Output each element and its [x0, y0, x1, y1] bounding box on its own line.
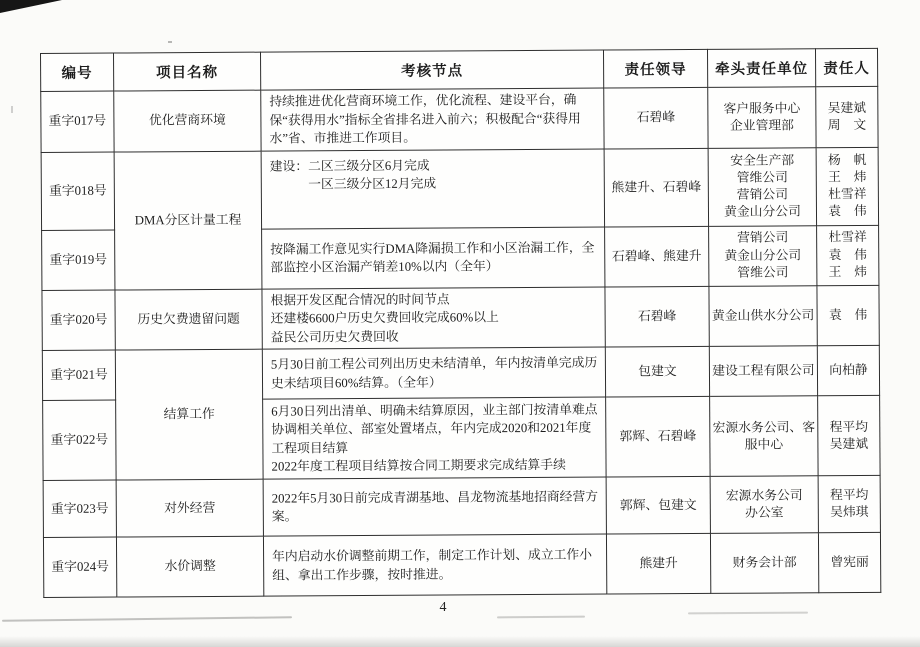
unit-cell: 财务会计部 — [710, 533, 818, 594]
row-id-cell: 重字017号 — [41, 91, 114, 152]
scan-artifact-speck — [168, 41, 172, 43]
unit-cell: 宏源水务公司 办公室 — [710, 476, 818, 534]
scan-artifact-streak — [688, 612, 808, 614]
table-row — [43, 476, 880, 538]
scan-artifact-corner — [0, 0, 62, 13]
node-cell: 年内启动水价调整前期工作，制定工作计划、成立工作小组、拿出工作步骤，按时推进。 — [263, 534, 606, 596]
leader-cell: 郭辉、石碧峰 — [606, 397, 710, 478]
node-cell: 根据开发区配合情况的时间节点 还建楼6600户历史欠费回收完成60%以上 益民公司历史欠费回收 — [262, 287, 605, 350]
leader-cell: 熊建升 — [606, 534, 710, 595]
table-header-row — [41, 48, 878, 91]
scan-artifact-streak — [497, 616, 585, 618]
project-cell: 历史欠费遗留问题 — [115, 289, 262, 351]
node-cell: 5月30日前工程公司列出历史未结清单，年内按清单完成历史未结项目60%结算。（全年） — [262, 347, 605, 399]
assessment-table — [40, 48, 881, 598]
col-header-unit: 牵头责任单位 — [707, 49, 815, 88]
table-row — [41, 147, 878, 230]
person-cell: 向柏静 — [817, 346, 879, 396]
row-id-cell: 重字021号 — [42, 350, 115, 400]
table-row — [43, 533, 880, 598]
scan-artifact-speck — [11, 106, 13, 113]
person-cell: 袁 伟 — [817, 285, 879, 346]
row-id-cell: 重字023号 — [43, 480, 116, 537]
person-cell: 吴建斌 周 文 — [816, 86, 878, 147]
col-header-leader: 责任领导 — [603, 49, 707, 88]
project-cell: 优化营商环境 — [114, 90, 261, 152]
scan-artifact-shadow — [0, 636, 920, 647]
col-header-node: 考核节点 — [260, 50, 603, 90]
person-cell: 程平均 吴建斌 — [818, 396, 880, 476]
row-id-cell: 重字019号 — [42, 230, 115, 290]
unit-cell: 客户服务中心 企业管理部 — [708, 87, 816, 148]
unit-cell: 安全生产部 管维公司 营销公司 黄金山分公司 — [708, 147, 816, 226]
unit-cell: 黄金山供水分公司 — [709, 285, 817, 346]
node-cell: 6月30日列出清单、明确未结算原因，业主部门按清单难点协调相关单位、部室处置堵点，年内完成2020和2021年度工程项目结算 2022年度工程项目结算按合同工期要求完成结算手续 — [263, 397, 606, 479]
leader-cell: 石碧峰 — [605, 286, 709, 347]
person-cell: 程平均 吴炜琪 — [818, 476, 880, 533]
row-id-cell: 重字022号 — [43, 400, 116, 480]
table-row — [42, 285, 879, 351]
project-cell: DMA分区计量工程 — [114, 151, 262, 290]
leader-cell: 熊建升、石碧峰 — [604, 148, 708, 227]
scan-artifact-streak — [2, 616, 292, 622]
col-header-person: 责任人 — [815, 48, 877, 86]
node-cell: 建设：二区三级分区6月完成 一区三级分区12月完成 — [261, 149, 604, 229]
leader-cell: 郭辉、包建文 — [606, 477, 710, 535]
node-cell: 持续推进优化营商环境工作，优化流程、建设平台，确保“获得用水”指标全省排名进入前六；积极配合“获得用水”省、市推进工作项目。 — [261, 88, 604, 151]
unit-cell: 营销公司 黄金山分公司 管维公司 — [709, 225, 817, 286]
node-cell: 2022年5月30日前完成青湖基地、昌龙物流基地招商经营方案。 — [263, 477, 606, 536]
row-id-cell: 重字020号 — [42, 290, 115, 351]
project-cell: 结算工作 — [115, 349, 263, 480]
leader-cell: 包建文 — [605, 347, 709, 398]
project-cell: 水价调整 — [116, 536, 263, 597]
leader-cell: 石碧峰、熊建升 — [605, 226, 709, 287]
page-number: 4 — [439, 600, 447, 615]
project-cell: 对外经营 — [116, 479, 263, 537]
node-cell: 按降漏工作意见实行DMA降漏损工作和小区治漏工作，全部监控小区治漏产销差10%以内（全年） — [262, 227, 605, 289]
unit-cell: 宏源水务公司、客服中心 — [710, 396, 818, 477]
row-id-cell: 重字024号 — [43, 537, 116, 597]
col-header-project: 项目名称 — [114, 52, 261, 91]
person-cell: 杨 帆 王 炜 杜雪祥 袁 伟 — [816, 147, 878, 225]
table-row — [41, 86, 878, 152]
unit-cell: 建设工程有限公司 — [709, 346, 817, 397]
person-cell: 杜雪祥 袁 伟 王 炜 — [817, 225, 879, 285]
row-id-cell: 重字018号 — [41, 152, 114, 230]
col-header-number: 编号 — [41, 53, 114, 91]
person-cell: 曾宪丽 — [818, 533, 880, 593]
table-row — [42, 346, 879, 401]
leader-cell: 石碧峰 — [604, 87, 708, 148]
